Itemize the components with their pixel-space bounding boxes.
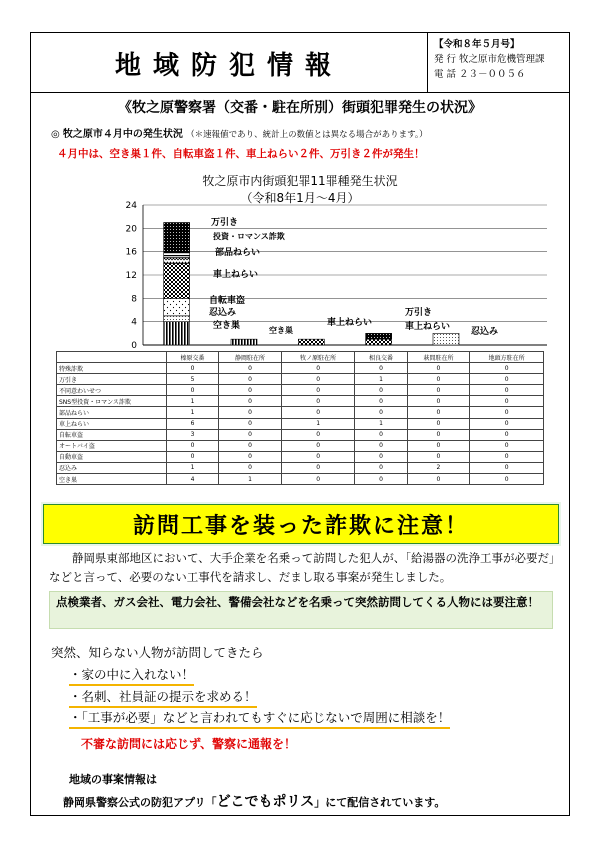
table-cell: 0 <box>407 451 470 462</box>
table-cell: 2 <box>407 462 470 473</box>
table-cell: 0 <box>470 418 544 429</box>
footer-line-2 <box>63 791 445 811</box>
table-cell: 0 <box>407 407 470 418</box>
advice-item: ・家の中に入れない！ <box>69 665 194 686</box>
table-cell: 0 <box>470 451 544 462</box>
table-row <box>57 418 544 429</box>
table-cell: 0 <box>281 363 355 374</box>
table-cell: 0 <box>470 374 544 385</box>
advice-lead: 突然、知らない人物が訪問してきたら <box>51 645 264 660</box>
table-cell: 0 <box>355 440 407 451</box>
table-cell: 1 <box>167 462 219 473</box>
table-row <box>57 451 544 462</box>
chart-title: 牧之原市内街頭犯罪11罪種発生状況 <box>202 174 398 188</box>
table-cell: 0 <box>219 451 282 462</box>
row-header: 特殊詐欺 <box>57 363 167 374</box>
table-cell: 0 <box>407 429 470 440</box>
table-cell: 0 <box>219 462 282 473</box>
y-tick-label: 0 <box>131 341 137 351</box>
row-header: 自動車盗 <box>57 451 167 462</box>
bar-segment <box>164 322 190 345</box>
table-cell: 3 <box>167 429 219 440</box>
row-header: オートバイ盗 <box>57 440 167 451</box>
chart-annotation: 車上ねらい <box>405 322 451 332</box>
table-cell: 0 <box>355 429 407 440</box>
y-tick-label: 12 <box>125 271 137 281</box>
bar-segment <box>366 339 392 345</box>
table-body <box>57 363 544 485</box>
row-header: 自転車盗 <box>57 429 167 440</box>
table-cell: 0 <box>355 407 407 418</box>
section-headline: 《牧之原警察署（交番・駐在所別）街頭犯罪発生の状況》 <box>118 100 482 116</box>
table-cell: 0 <box>219 407 282 418</box>
table-cell: 0 <box>281 474 355 485</box>
table-cell: 1 <box>167 407 219 418</box>
y-tick-label: 8 <box>131 294 137 305</box>
table-cell: 0 <box>355 451 407 462</box>
row-header: 忍込み <box>57 462 167 473</box>
table-cell: 0 <box>281 462 355 473</box>
table-cell: 0 <box>219 374 282 385</box>
phone-label: 電 話 ２３－００５６ <box>434 69 526 80</box>
table-cell: 0 <box>281 374 355 385</box>
table-row <box>57 385 544 396</box>
table-cell: 1 <box>281 418 355 429</box>
chart-annotation: 空き巣 <box>213 321 241 331</box>
y-tick-label: 4 <box>131 317 137 328</box>
y-axis-ticks <box>126 201 138 351</box>
row-header: 部品ねらい <box>57 407 167 418</box>
edition-label: 【令和８年５月号】 <box>434 39 520 50</box>
table-row <box>57 374 544 385</box>
chart-annotation: 部品ねらい <box>215 248 261 258</box>
table-cell: 0 <box>470 363 544 374</box>
table-row <box>57 396 544 407</box>
incident-description: 静岡県東部地区において、大手企業を名乗って訪問した犯人が、「給湯器の洗浄工事が必要だ」などと言って、必要のない工事代を請求し、だまし取る事案が発生しました。 <box>49 551 555 584</box>
table-row <box>57 363 544 374</box>
table-cell: 0 <box>407 396 470 407</box>
table-cell: 0 <box>470 429 544 440</box>
column-header: 相良交番 <box>355 352 407 363</box>
advice-item: ・「工事が必要」などと言われてもすぐに応じないで周囲に相談を！ <box>69 708 450 729</box>
footer-line-1: 地域の事案情報は <box>69 773 157 786</box>
chart-annotation: 空き巣 <box>269 326 293 335</box>
chart-annotation: 車上ねらい <box>213 270 259 280</box>
table-cell: 0 <box>281 385 355 396</box>
table-cell: 0 <box>281 396 355 407</box>
table-cell: 0 <box>470 385 544 396</box>
table-cell: 0 <box>167 451 219 462</box>
table-cell: 0 <box>470 440 544 451</box>
advice-item: ・名刺、社員証の提示を求める！ <box>69 687 257 708</box>
table-cell: 0 <box>219 363 282 374</box>
monthly-summary: ４月中は、空き巣１件、自転車盗１件、車上ねらい２件、万引き２件が発生！ <box>57 148 425 160</box>
table-cell: 0 <box>407 440 470 451</box>
bullet-icon: ◎ <box>51 129 60 140</box>
chart-annotation: 投資・ロマンス詐欺 <box>213 232 285 241</box>
table-cell: 0 <box>407 418 470 429</box>
footer-text-pre: 静岡県警察公式の防犯アプリ「 <box>63 796 217 809</box>
table-cell: 0 <box>167 363 219 374</box>
bar-segment <box>164 223 190 252</box>
report-callout: 不審な訪問には応じず、警察に通報を！ <box>81 737 297 751</box>
row-header: 車上ねらい <box>57 418 167 429</box>
table-row <box>57 429 544 440</box>
row-header: 不同意わいせつ <box>57 385 167 396</box>
bar-segment <box>164 263 190 298</box>
table-cell: 0 <box>281 429 355 440</box>
bar-segment <box>433 333 459 345</box>
table-cell: 0 <box>281 440 355 451</box>
chart-annotation: 万引き <box>405 308 433 318</box>
column-header: 榛原交番 <box>167 352 219 363</box>
chart-annotation: 車上ねらい <box>327 318 373 328</box>
table-cell: 0 <box>407 363 470 374</box>
crime-data-table <box>56 351 544 485</box>
table-cell: 0 <box>219 396 282 407</box>
table-header-row <box>57 352 544 363</box>
column-header: 静岡駐在所 <box>219 352 282 363</box>
chart-annotation: 自転車盗 <box>209 296 246 306</box>
table-cell: 0 <box>355 462 407 473</box>
y-tick-label: 16 <box>125 247 137 258</box>
table-cell: 0 <box>355 363 407 374</box>
table-cell: 6 <box>167 418 219 429</box>
crime-bar-chart <box>31 33 571 353</box>
table-row <box>57 462 544 473</box>
table-cell: 0 <box>407 374 470 385</box>
y-tick-label: 24 <box>125 201 137 211</box>
table-cell: 0 <box>470 462 544 473</box>
table-cell: 0 <box>167 440 219 451</box>
table-corner <box>57 352 167 363</box>
table-row <box>57 407 544 418</box>
caution-box: 点検業者、ガス会社、電力会社、警備会社などを名乗って突然訪問してくる人物には要注意！ <box>49 591 553 629</box>
chart-annotation: 忍込み <box>471 327 499 337</box>
table-cell: 0 <box>281 451 355 462</box>
table-cell: 4 <box>167 474 219 485</box>
table-cell: 0 <box>355 396 407 407</box>
column-header: 地頭方駐在所 <box>470 352 544 363</box>
bar-segment <box>366 333 392 339</box>
row-header: 万引き <box>57 374 167 385</box>
bar-segment <box>164 316 190 322</box>
table-cell: 0 <box>470 407 544 418</box>
chart-annotation: 万引き <box>211 218 239 228</box>
page-frame <box>30 32 570 816</box>
page-title: 地域防犯情報 <box>114 50 343 81</box>
row-header: 空き巣 <box>57 474 167 485</box>
table-cell: 0 <box>167 385 219 396</box>
table-cell: 0 <box>470 474 544 485</box>
table-cell: 5 <box>167 374 219 385</box>
table-cell: 0 <box>407 474 470 485</box>
column-header: 萩間駐在所 <box>407 352 470 363</box>
table-cell: 1 <box>355 374 407 385</box>
table-cell: 0 <box>281 407 355 418</box>
publisher-label: 発 行 牧之原市危機管理課 <box>434 54 545 65</box>
table-cell: 1 <box>355 418 407 429</box>
status-label: 牧之原市４月中の発生状況 <box>62 129 183 140</box>
table-cell: 0 <box>219 429 282 440</box>
table-cell: 1 <box>219 474 282 485</box>
bar-segment <box>298 339 324 345</box>
column-header: 牧ノ原駐在所 <box>281 352 355 363</box>
table-cell: 0 <box>470 396 544 407</box>
chart-subtitle: （令和8年1月～4月） <box>240 191 360 205</box>
fraud-warning-banner: 訪問工事を装った詐欺に注意！ <box>43 504 559 544</box>
table-cell: 1 <box>167 396 219 407</box>
bar-segment <box>164 252 190 258</box>
table-cell: 0 <box>219 440 282 451</box>
chart-annotation: 忍込み <box>209 308 237 318</box>
table-row <box>57 474 544 485</box>
table-cell: 0 <box>355 385 407 396</box>
status-note: （＊速報値であり、統計上の数値とは異なる場合があります。） <box>186 130 428 140</box>
table-cell: 0 <box>219 418 282 429</box>
footer-text-post: 」にて配信されています。 <box>314 796 446 809</box>
row-header: SNS型投資・ロマンス詐欺 <box>57 396 167 407</box>
bar-segment <box>164 258 190 264</box>
app-name: どこでもポリス <box>216 794 315 810</box>
table-cell: 0 <box>355 474 407 485</box>
bar-segment <box>164 298 190 316</box>
y-tick-label: 20 <box>125 224 137 235</box>
table-cell: 0 <box>407 385 470 396</box>
table-cell: 0 <box>219 385 282 396</box>
table-row <box>57 440 544 451</box>
bar-segment <box>231 339 257 345</box>
chart-annotations <box>209 216 498 337</box>
